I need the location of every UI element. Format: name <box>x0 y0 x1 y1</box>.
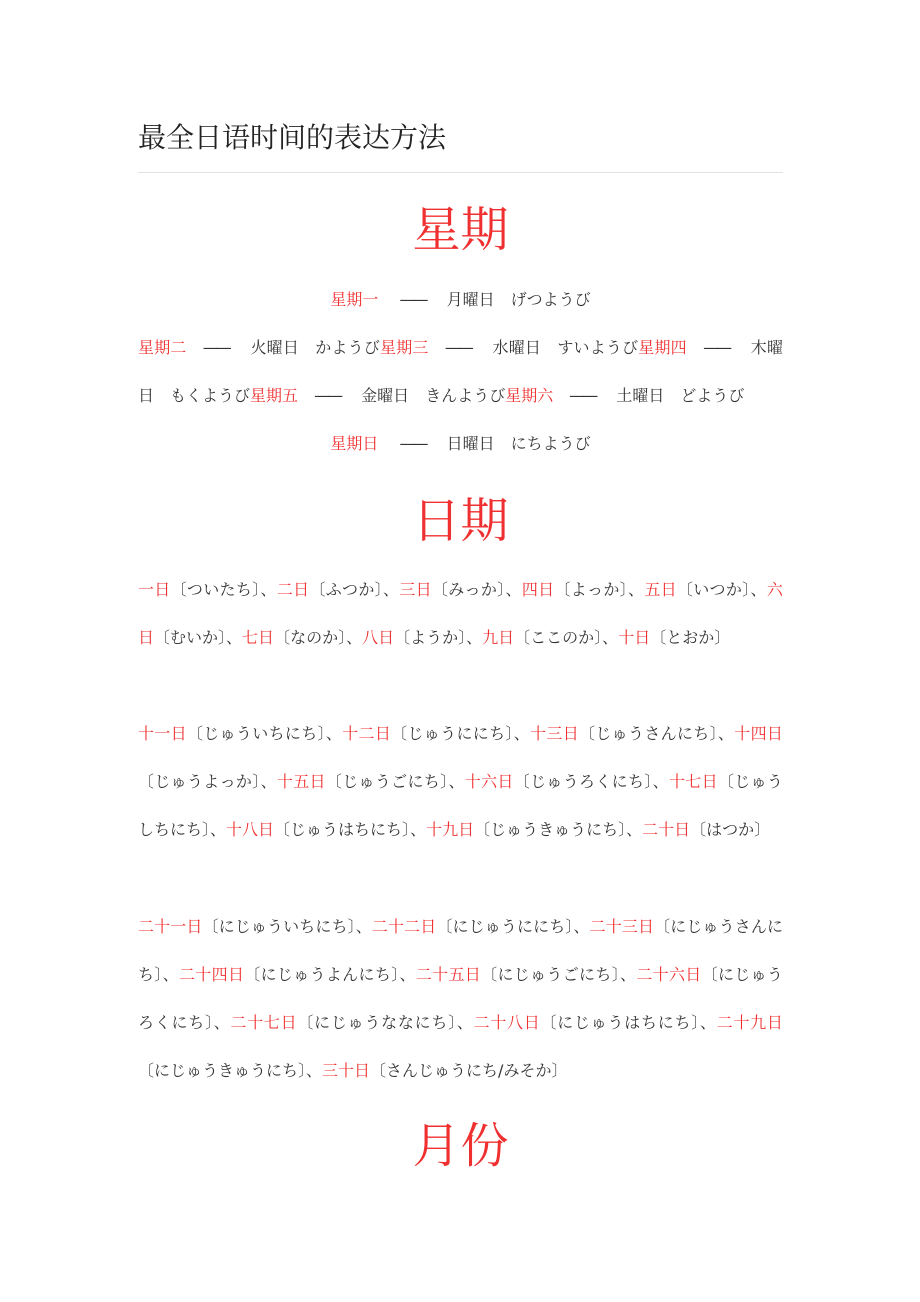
week-kanji: 日曜日 <box>446 434 495 453</box>
date-separator: 、 <box>513 724 531 743</box>
date-label: 十六日 <box>464 772 514 791</box>
date-separator: 、 <box>750 580 767 599</box>
date-separator: 、 <box>699 1013 717 1032</box>
date-reading: 〔じゅうきゅうにち〕 <box>474 820 627 839</box>
week-kana: にちようび <box>510 434 591 453</box>
date-separator: 、 <box>162 965 179 984</box>
date-reading: 〔にじゅうににち〕 <box>436 917 574 936</box>
date-separator: 、 <box>626 820 643 839</box>
week-label: 星期六 <box>505 386 554 405</box>
date-reading: 〔じゅうよっか〕 <box>138 772 261 791</box>
date-separator: 、 <box>456 1013 474 1032</box>
date-separator: 、 <box>620 965 637 984</box>
date-reading: 〔みっか〕 <box>431 580 506 599</box>
date-label: 十七日 <box>668 772 718 791</box>
date-reading: 〔よっか〕 <box>554 580 628 599</box>
date-reading: 〔にじゅうよんにち〕 <box>244 965 400 984</box>
date-separator: 、 <box>260 772 277 791</box>
date-reading: 〔じゅうしちにち〕 <box>138 772 783 839</box>
week-kana: きんようび <box>425 386 506 405</box>
date-label: 八日 <box>362 628 395 647</box>
date-reading: 〔ようか〕 <box>394 628 467 647</box>
date-reading: 〔ついたち〕 <box>170 580 261 599</box>
date-separator: 、 <box>325 724 343 743</box>
date-reading: 〔なのか〕 <box>274 628 347 647</box>
date-label: 十日 <box>618 628 651 647</box>
date-label: 二十二日 <box>371 917 437 936</box>
week-label: 星期三 <box>380 338 429 357</box>
section-heading-months: 月份 <box>412 1118 509 1174</box>
week-label: 星期五 <box>250 386 299 405</box>
date-separator: 、 <box>383 580 400 599</box>
date-reading: 〔にじゅうはちにち〕 <box>540 1013 700 1032</box>
article-title: 最全日语时间的表达方法 <box>138 121 447 154</box>
date-reading: 〔にじゅうさんにち〕 <box>138 917 783 984</box>
date-reading: 〔じゅうさんにち〕 <box>579 724 718 743</box>
date-reading: 〔とおか〕 <box>650 628 731 647</box>
week-kana: すいようび <box>557 338 639 357</box>
date-label: 十三日 <box>530 724 580 743</box>
week-dash: —— <box>399 434 426 453</box>
date-label: 二十九日 <box>716 1013 783 1032</box>
date-reading: 〔にじゅうななにち〕 <box>297 1013 457 1032</box>
date-separator: 、 <box>717 724 735 743</box>
week-paragraph <box>138 324 783 420</box>
date-reading: 〔むいか〕 <box>154 628 227 647</box>
date-label: 四日 <box>521 580 555 599</box>
date-label: 一日 <box>138 580 171 599</box>
week-kanji: 火曜日 <box>250 338 300 357</box>
date-separator: 、 <box>226 628 243 647</box>
dates-paragraph-1 <box>138 566 783 662</box>
date-label: 九日 <box>482 628 515 647</box>
date-separator: 、 <box>628 580 645 599</box>
week-line-sunday <box>138 420 783 468</box>
week-label: 星期一 <box>330 290 379 309</box>
date-separator: 、 <box>652 772 669 791</box>
date-label: 三日 <box>399 580 432 599</box>
date-reading: 〔さんじゅうにち/みそか〕 <box>370 1061 568 1080</box>
week-kanji: 月曜日 <box>446 290 495 309</box>
week-kanji: 土曜日 <box>616 386 665 405</box>
date-label: 十五日 <box>276 772 326 791</box>
date-label: 二十七日 <box>230 1013 298 1032</box>
date-label: 十二日 <box>342 724 392 743</box>
date-label: 三十日 <box>322 1061 371 1080</box>
week-label: 星期二 <box>138 338 187 357</box>
week-kanji: 水曜日 <box>492 338 542 357</box>
date-reading: 〔じゅうろくにち〕 <box>513 772 653 791</box>
week-kanji: 金曜日 <box>361 386 410 405</box>
date-label: 十一日 <box>138 724 187 743</box>
date-label: 二十日 <box>642 820 691 839</box>
week-dash: —— <box>314 386 341 405</box>
date-label: 六日 <box>138 580 783 647</box>
date-reading: 〔じゅうはちにち〕 <box>274 820 411 839</box>
date-reading: 〔じゅうににち〕 <box>391 724 514 743</box>
section-heading-dates: 日期 <box>412 493 509 549</box>
week-label: 星期日 <box>330 434 379 453</box>
date-separator: 、 <box>448 772 465 791</box>
date-label: 二十八日 <box>473 1013 541 1032</box>
date-reading: 〔ここのか〕 <box>514 628 603 647</box>
date-separator: 、 <box>573 917 590 936</box>
date-separator: 、 <box>399 965 416 984</box>
date-separator: 、 <box>210 820 227 839</box>
date-separator: 、 <box>410 820 427 839</box>
title-divider <box>138 172 783 173</box>
week-dash: —— <box>399 290 426 309</box>
date-reading: 〔にじゅうきゅうにち〕 <box>138 1061 307 1080</box>
week-kana: もくようび <box>170 386 251 405</box>
date-reading: 〔にじゅういちにち〕 <box>202 917 356 936</box>
date-separator: 、 <box>355 917 372 936</box>
date-reading: 〔ふつか〕 <box>309 580 383 599</box>
date-separator: 、 <box>213 1013 231 1032</box>
date-label: 七日 <box>242 628 275 647</box>
week-dash: —— <box>202 338 229 357</box>
date-label: 二十五日 <box>415 965 482 984</box>
week-label: 星期四 <box>638 338 687 357</box>
date-separator: 、 <box>602 628 619 647</box>
date-separator: 、 <box>306 1061 323 1080</box>
date-label: 十九日 <box>426 820 475 839</box>
date-reading: 〔いつか〕 <box>676 580 751 599</box>
week-kana: かようび <box>315 338 381 357</box>
date-separator: 、 <box>260 580 277 599</box>
week-dash: —— <box>569 386 596 405</box>
week-kanji: 木曜日 <box>138 338 783 405</box>
date-reading: 〔じゅういちにち〕 <box>186 724 326 743</box>
date-label: 二十三日 <box>589 917 655 936</box>
date-label: 二十一日 <box>138 917 203 936</box>
week-line-monday <box>138 276 783 324</box>
dates-paragraph-2 <box>138 710 783 854</box>
date-label: 二十四日 <box>178 965 245 984</box>
date-reading: 〔にじゅうろくにち〕 <box>138 965 783 1032</box>
date-label: 二日 <box>276 580 310 599</box>
week-dash: —— <box>444 338 471 357</box>
date-label: 十八日 <box>226 820 275 839</box>
date-separator: 、 <box>505 580 522 599</box>
date-reading: 〔じゅうごにち〕 <box>325 772 449 791</box>
week-kana: どようび <box>680 386 745 405</box>
date-reading: 〔にじゅうごにち〕 <box>481 965 621 984</box>
date-separator: 、 <box>466 628 483 647</box>
date-reading: 〔はつか〕 <box>690 820 771 839</box>
week-kana: げつようび <box>510 290 591 309</box>
section-heading-week: 星期 <box>412 202 509 258</box>
dates-paragraph-3 <box>138 903 783 1095</box>
week-dash: —— <box>703 338 730 357</box>
date-label: 五日 <box>644 580 677 599</box>
date-label: 十四日 <box>734 724 783 743</box>
date-label: 二十六日 <box>636 965 702 984</box>
date-separator: 、 <box>346 628 363 647</box>
